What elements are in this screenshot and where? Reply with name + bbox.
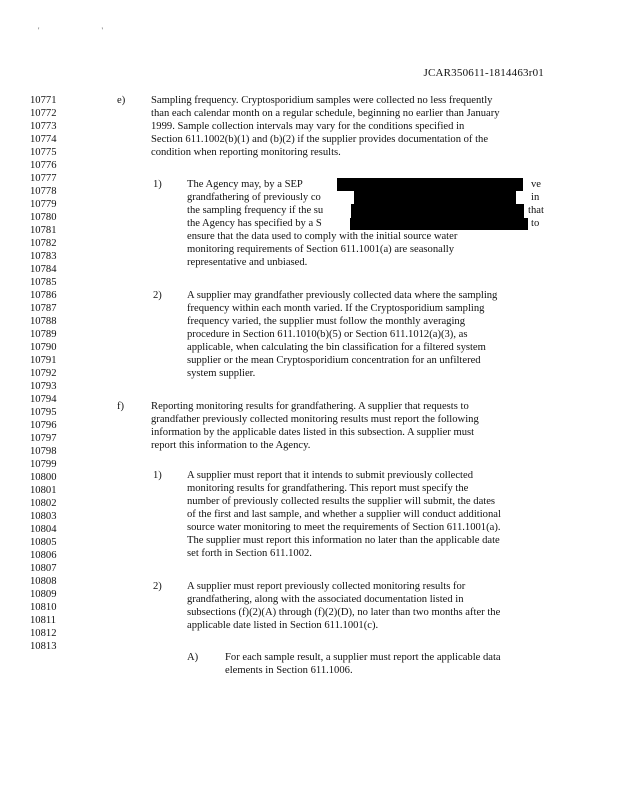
text-line: source water monitoring to meet the requirements of Section 611.1001(a).: [187, 522, 501, 533]
line-number: 10799: [30, 459, 57, 470]
text-line: supplier or the mean Cryptosporidium concentration for an unfiltered: [187, 355, 481, 366]
line-number: 10780: [30, 212, 57, 223]
text-line: report this information to the Agency.: [151, 440, 311, 451]
line-number: 10781: [30, 225, 57, 236]
redacted-line-end: that: [528, 205, 544, 216]
paragraph-f: [151, 400, 479, 452]
line-number: 10778: [30, 186, 57, 197]
redacted-line-end: in: [531, 192, 540, 203]
line-number: 10775: [30, 147, 57, 158]
text-line: the Agency has specified by a S: [187, 218, 322, 229]
text-line: grandfather previously collected monitoring results must report the following: [151, 414, 479, 425]
text-line: Section 611.1002(b)(1) and (b)(2) if the supplier provides documentation of the: [151, 134, 489, 145]
text-line: A supplier must report that it intends to submit previously collected: [187, 470, 473, 481]
line-number: 10789: [30, 329, 57, 340]
item-label-f2a: A): [187, 652, 199, 663]
text-line: monitoring requirements of Section 611.1001(a) are seasonally: [187, 244, 455, 255]
line-number: 10813: [30, 641, 57, 652]
text-line: elements in Section 611.1006.: [225, 665, 353, 676]
line-number: 10811: [30, 615, 57, 626]
text-line: The supplier must report this information no later than the applicable date: [187, 535, 500, 546]
text-line: Sampling frequency. Cryptosporidium samples were collected no less frequently: [151, 95, 493, 106]
line-number: 10774: [30, 134, 57, 145]
line-number: 10810: [30, 602, 57, 613]
text-line: than each calendar month on a regular schedule, beginning no earlier than January: [151, 108, 500, 119]
text-line: applicable date listed in Section 611.1001(c).: [187, 620, 379, 631]
text-line: number of previously collected results the supplier will submit, the dates: [187, 496, 496, 507]
line-number: 10779: [30, 199, 57, 210]
text-line: A supplier must report previously collected monitoring results for: [187, 581, 466, 592]
text-line: monitoring results for grandfathering. This report must specify the: [187, 483, 469, 494]
line-number: 10805: [30, 537, 57, 548]
text-line: subsections (f)(2)(A) through (f)(2)(D), no later than two months after the: [187, 607, 501, 618]
text-line: information by the applicable dates listed in this subsection. A supplier must: [151, 427, 475, 438]
text-line: The Agency may, by a SEP: [187, 179, 303, 190]
redaction-bar: [351, 204, 524, 218]
line-number: 10792: [30, 368, 57, 379]
line-number: 10786: [30, 290, 57, 301]
text-line: system supplier.: [187, 368, 256, 379]
text-line: grandfathering, along with the associated documentation listed in: [187, 594, 464, 605]
item-label-f1: 1): [153, 470, 162, 481]
line-number: 10772: [30, 108, 57, 119]
line-number: 10773: [30, 121, 57, 132]
item-label-f: f): [117, 401, 125, 412]
line-number: 10809: [30, 589, 57, 600]
redacted-line-end: ve: [531, 179, 541, 190]
item-label-e2: 2): [153, 290, 162, 301]
line-number: 10798: [30, 446, 57, 457]
line-number: 10806: [30, 550, 57, 561]
line-number: 10793: [30, 381, 57, 392]
text-line: the sampling frequency if the su: [187, 205, 324, 216]
text-line: condition when reporting monitoring results.: [151, 147, 341, 158]
line-number: 10807: [30, 563, 57, 574]
text-line: set forth in Section 611.1002.: [187, 548, 312, 559]
paragraph-f1: [187, 469, 501, 560]
paragraph-f2a: [225, 651, 501, 677]
line-number: 10797: [30, 433, 57, 444]
line-number: 10790: [30, 342, 57, 353]
line-number: 10783: [30, 251, 57, 262]
line-number: 10776: [30, 160, 57, 171]
line-number: 10812: [30, 628, 57, 639]
text-line: applicable, when calculating the bin classification for a filtered system: [187, 342, 486, 353]
document-id: JCAR350611-1814463r01: [423, 67, 544, 79]
redaction-bar: [350, 218, 528, 230]
text-line: ensure that the data used to comply with the initial source water: [187, 231, 458, 242]
text-line: frequency varied, the supplier must follow the monthly averaging: [187, 316, 466, 327]
line-number: 10800: [30, 472, 57, 483]
text-line: A supplier may grandfather previously collected data where the sampling: [187, 290, 498, 301]
line-number: 10788: [30, 316, 57, 327]
text-line: frequency within each month varied. If the Cryptosporidium sampling: [187, 303, 485, 314]
text-line: of the first and last sample, and whether a supplier will conduct additional: [187, 509, 501, 520]
text-line: For each sample result, a supplier must report the applicable data: [225, 652, 501, 663]
item-label-e: e): [117, 95, 126, 106]
text-line: representative and unbiased.: [187, 257, 308, 268]
line-number: 10802: [30, 498, 57, 509]
paragraph-e2: [187, 289, 497, 380]
item-label-f2: 2): [153, 581, 162, 592]
line-number: 10804: [30, 524, 57, 535]
redaction-bar: [354, 191, 516, 204]
line-number: 10808: [30, 576, 57, 587]
line-number: 10795: [30, 407, 57, 418]
line-number: 10784: [30, 264, 57, 275]
paragraph-f2: [187, 580, 500, 632]
paragraph-e: [151, 94, 500, 159]
line-number: 10771: [30, 95, 57, 106]
line-number: 10801: [30, 485, 57, 496]
line-number: 10803: [30, 511, 57, 522]
line-number: 10782: [30, 238, 57, 249]
item-label-e1: 1): [153, 179, 162, 190]
line-number: 10785: [30, 277, 57, 288]
line-number: 10777: [30, 173, 57, 184]
line-number-column: [30, 94, 70, 653]
line-number: 10791: [30, 355, 57, 366]
line-number: 10787: [30, 303, 57, 314]
scan-marks: ' ': [38, 26, 133, 35]
text-line: Reporting monitoring results for grandfathering. A supplier that requests to: [151, 401, 469, 412]
line-number: 10796: [30, 420, 57, 431]
text-line: procedure in Section 611.1010(b)(5) or Section 611.1012(a)(3), as: [187, 329, 468, 340]
line-number: 10794: [30, 394, 57, 405]
redacted-line-end: to: [531, 218, 540, 229]
redaction-bar: [337, 178, 523, 191]
text-line: grandfathering of previously co: [187, 192, 321, 203]
text-line: 1999. Sample collection intervals may vary for the conditions specified in: [151, 121, 465, 132]
